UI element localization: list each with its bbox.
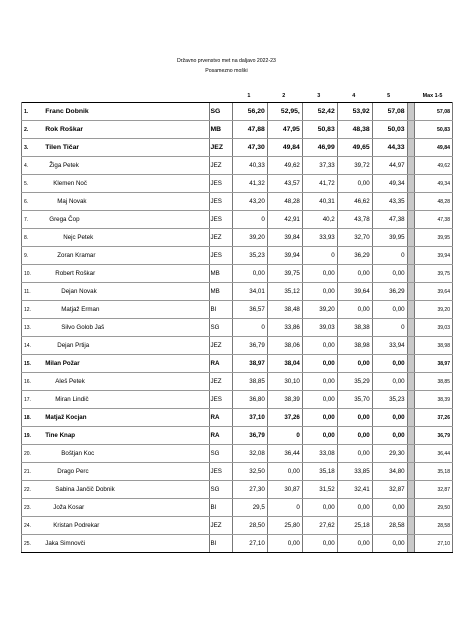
throw-2-cell: 38,48 [267, 301, 302, 319]
throw-4-cell: 35,29 [337, 373, 372, 391]
throw-5-cell: 0 [372, 247, 407, 265]
throw-2-cell: 52,95, [267, 103, 302, 121]
col-throw-1: 1 [247, 93, 251, 99]
throw-2-cell: 30,10 [267, 373, 302, 391]
throw-5-cell: 0,00 [372, 355, 407, 373]
table-row [22, 229, 453, 247]
throw-4-cell: 32,70 [337, 229, 372, 247]
max-cell: 50,83 [415, 121, 453, 139]
gap-cell [407, 211, 415, 229]
table-row [22, 445, 453, 463]
gap-cell [407, 427, 415, 445]
throw-3-cell: 50,83 [302, 121, 337, 139]
table-row [22, 103, 453, 121]
throw-4-cell: 39,72 [337, 157, 372, 175]
gap-cell [407, 175, 415, 193]
max-cell: 35,18 [415, 463, 453, 481]
document-title: Državno prvenstvo met na daljavo 2022-23 [177, 58, 276, 64]
throw-2-cell: 36,44 [267, 445, 302, 463]
throw-5-cell: 44,97 [372, 157, 407, 175]
throw-4-cell: 0,00 [337, 427, 372, 445]
throw-4-cell: 0,00 [337, 535, 372, 553]
throw-3-cell: 0,00 [302, 427, 337, 445]
throw-3-cell: 33,93 [302, 229, 337, 247]
throw-5-cell: 0,00 [372, 499, 407, 517]
throw-5-cell: 0 [372, 319, 407, 337]
throw-3-cell: 0,00 [302, 499, 337, 517]
throw-5-cell: 28,58 [372, 517, 407, 535]
rank-cell: 18. [22, 409, 42, 427]
name-cell: Zoran Kramar [41, 247, 209, 265]
throw-3-cell: 0,00 [302, 337, 337, 355]
throw-1-cell: 35,23 [232, 247, 267, 265]
max-cell: 32,87 [415, 481, 453, 499]
name-cell: Rok Roškar [41, 121, 209, 139]
club-cell: SG [209, 103, 232, 121]
table-row [22, 301, 453, 319]
gap-cell [407, 139, 415, 157]
throw-3-cell: 0,00 [302, 391, 337, 409]
club-cell: BI [209, 535, 232, 553]
rank-cell: 2. [22, 121, 42, 139]
throw-3-cell: 0,00 [302, 283, 337, 301]
club-cell: JES [209, 391, 232, 409]
table-row [22, 481, 453, 499]
club-cell: RA [209, 355, 232, 373]
rank-cell: 7. [22, 211, 42, 229]
gap-cell [407, 373, 415, 391]
col-throw-5: 5 [387, 93, 391, 99]
club-cell: JES [209, 211, 232, 229]
throw-5-cell: 39,95 [372, 229, 407, 247]
club-cell: JEZ [209, 157, 232, 175]
throw-5-cell: 43,35 [372, 193, 407, 211]
gap-cell [407, 301, 415, 319]
throw-4-cell: 0,00 [337, 265, 372, 283]
throw-4-cell: 0,00 [337, 445, 372, 463]
throw-2-cell: 49,84 [267, 139, 302, 157]
throw-3-cell: 35,18 [302, 463, 337, 481]
table-row [22, 355, 453, 373]
throw-5-cell: 57,08 [372, 103, 407, 121]
throw-4-cell: 48,38 [337, 121, 372, 139]
throw-4-cell: 0,00 [337, 301, 372, 319]
max-cell: 29,50 [415, 499, 453, 517]
table-row [22, 517, 453, 535]
throw-2-cell: 39,84 [267, 229, 302, 247]
throw-4-cell: 35,70 [337, 391, 372, 409]
col-throw-4: 4 [352, 93, 356, 99]
max-cell: 39,03 [415, 319, 453, 337]
throw-2-cell: 0,00 [267, 535, 302, 553]
throw-2-cell: 42,91 [267, 211, 302, 229]
throw-3-cell: 40,31 [302, 193, 337, 211]
col-throw-3: 3 [317, 93, 321, 99]
throw-1-cell: 56,20 [232, 103, 267, 121]
throw-1-cell: 47,30 [232, 139, 267, 157]
throw-1-cell: 27,10 [232, 535, 267, 553]
throw-4-cell: 0,00 [337, 409, 372, 427]
gap-cell [407, 229, 415, 247]
club-cell: BI [209, 301, 232, 319]
rank-cell: 9. [22, 247, 42, 265]
name-cell: Sabina Jančič Dobnik [41, 481, 209, 499]
throw-3-cell: 39,03 [302, 319, 337, 337]
name-cell: Drago Perc [41, 463, 209, 481]
name-cell: Franc Dobnik [41, 103, 209, 121]
rank-cell: 3. [22, 139, 42, 157]
rank-cell: 16. [22, 373, 42, 391]
throw-5-cell: 49,34 [372, 175, 407, 193]
throw-3-cell: 40,2 [302, 211, 337, 229]
max-cell: 27,10 [415, 535, 453, 553]
max-cell: 37,26 [415, 409, 453, 427]
rank-cell: 25. [22, 535, 42, 553]
rank-cell: 6. [22, 193, 42, 211]
throw-1-cell: 27,30 [232, 481, 267, 499]
throw-3-cell: 0,00 [302, 355, 337, 373]
name-cell: Dejan Prtija [41, 337, 209, 355]
max-cell: 38,39 [415, 391, 453, 409]
throw-2-cell: 48,28 [267, 193, 302, 211]
name-cell: Boštjan Koc [41, 445, 209, 463]
throw-1-cell: 39,20 [232, 229, 267, 247]
club-cell: JES [209, 175, 232, 193]
document-subtitle: Posamezno moški [205, 68, 248, 74]
throw-5-cell: 0,00 [372, 535, 407, 553]
rank-cell: 15. [22, 355, 42, 373]
throw-5-cell: 34,80 [372, 463, 407, 481]
throw-1-cell: 32,08 [232, 445, 267, 463]
name-cell: Nejc Petek [41, 229, 209, 247]
max-cell: 36,44 [415, 445, 453, 463]
throw-3-cell: 0,00 [302, 535, 337, 553]
max-cell: 39,64 [415, 283, 453, 301]
header-row [22, 90, 453, 103]
throw-5-cell: 0,00 [372, 265, 407, 283]
table-row [22, 319, 453, 337]
max-cell: 49,34 [415, 175, 453, 193]
club-cell: JES [209, 193, 232, 211]
table-row [22, 211, 453, 229]
max-cell: 36,79 [415, 427, 453, 445]
throw-1-cell: 43,20 [232, 193, 267, 211]
gap-cell [407, 535, 415, 553]
club-cell: JES [209, 463, 232, 481]
table-row [22, 247, 453, 265]
club-cell: RA [209, 427, 232, 445]
throw-3-cell: 33,08 [302, 445, 337, 463]
throw-3-cell: 46,99 [302, 139, 337, 157]
throw-1-cell: 28,50 [232, 517, 267, 535]
rank-cell: 13. [22, 319, 42, 337]
rank-cell: 12. [22, 301, 42, 319]
throw-1-cell: 37,10 [232, 409, 267, 427]
name-cell: Matjaž Erman [41, 301, 209, 319]
throw-4-cell: 36,29 [337, 247, 372, 265]
name-cell: Grega Čop [41, 211, 209, 229]
throw-1-cell: 47,88 [232, 121, 267, 139]
max-cell: 49,62 [415, 157, 453, 175]
throw-2-cell: 37,26 [267, 409, 302, 427]
throw-1-cell: 0,00 [232, 265, 267, 283]
gap-cell [407, 463, 415, 481]
name-cell: Žiga Petek [41, 157, 209, 175]
throw-3-cell: 0,00 [302, 373, 337, 391]
gap-cell [407, 481, 415, 499]
table-row [22, 283, 453, 301]
rank-cell: 21. [22, 463, 42, 481]
club-cell: MB [209, 283, 232, 301]
throw-2-cell: 35,12 [267, 283, 302, 301]
throw-2-cell: 39,75 [267, 265, 302, 283]
throw-2-cell: 38,06 [267, 337, 302, 355]
throw-1-cell: 38,85 [232, 373, 267, 391]
throw-3-cell: 27,62 [302, 517, 337, 535]
table-row [22, 337, 453, 355]
throw-3-cell: 37,33 [302, 157, 337, 175]
throw-2-cell: 0 [267, 427, 302, 445]
name-cell: Jaka Simnovči [41, 535, 209, 553]
rank-cell: 11. [22, 283, 42, 301]
throw-4-cell: 38,98 [337, 337, 372, 355]
throw-4-cell: 0,00 [337, 175, 372, 193]
max-cell: 47,38 [415, 211, 453, 229]
gap-cell [407, 355, 415, 373]
throw-4-cell: 38,38 [337, 319, 372, 337]
throw-4-cell: 33,85 [337, 463, 372, 481]
throw-3-cell: 41,72 [302, 175, 337, 193]
throw-2-cell: 30,87 [267, 481, 302, 499]
throw-2-cell: 38,39 [267, 391, 302, 409]
throw-3-cell: 39,20 [302, 301, 337, 319]
club-cell: SG [209, 481, 232, 499]
gap-cell [407, 121, 415, 139]
rank-cell: 24. [22, 517, 42, 535]
throw-2-cell: 47,95 [267, 121, 302, 139]
throw-1-cell: 36,80 [232, 391, 267, 409]
throw-4-cell: 53,92 [337, 103, 372, 121]
throw-3-cell: 52,42 [302, 103, 337, 121]
name-cell: Joža Kosar [41, 499, 209, 517]
max-cell: 49,84 [415, 139, 453, 157]
gap-cell [407, 517, 415, 535]
throw-1-cell: 0 [232, 319, 267, 337]
name-cell: Milan Požar [41, 355, 209, 373]
table-row [22, 373, 453, 391]
throw-1-cell: 41,32 [232, 175, 267, 193]
table-row [22, 427, 453, 445]
name-cell: Aleš Petek [41, 373, 209, 391]
table-row [22, 157, 453, 175]
name-cell: Kristan Podrekar [41, 517, 209, 535]
throw-5-cell: 0,00 [372, 373, 407, 391]
throw-1-cell: 0 [232, 211, 267, 229]
gap-cell [407, 265, 415, 283]
name-cell: Silvo Golob Jaš [41, 319, 209, 337]
rank-cell: 19. [22, 427, 42, 445]
name-cell: Robert Roškar [41, 265, 209, 283]
max-cell: 57,08 [415, 103, 453, 121]
throw-1-cell: 34,01 [232, 283, 267, 301]
table-row [22, 409, 453, 427]
gap-cell [407, 319, 415, 337]
table-row [22, 499, 453, 517]
club-cell: SG [209, 445, 232, 463]
throw-5-cell: 50,03 [372, 121, 407, 139]
throw-3-cell: 0,00 [302, 409, 337, 427]
throw-1-cell: 36,79 [232, 427, 267, 445]
gap-cell [407, 157, 415, 175]
name-cell: Tine Knap [41, 427, 209, 445]
gap-cell [407, 499, 415, 517]
col-max: Max 1-5 [422, 93, 443, 99]
throw-3-cell: 0 [302, 247, 337, 265]
throw-5-cell: 47,38 [372, 211, 407, 229]
club-cell: RA [209, 409, 232, 427]
throw-2-cell: 43,57 [267, 175, 302, 193]
throw-4-cell: 43,78 [337, 211, 372, 229]
throw-5-cell: 29,30 [372, 445, 407, 463]
throw-1-cell: 29,5 [232, 499, 267, 517]
club-cell: JEZ [209, 517, 232, 535]
name-cell: Miran Lindič [41, 391, 209, 409]
name-cell: Klemen Noč [41, 175, 209, 193]
table-row [22, 193, 453, 211]
throw-1-cell: 36,57 [232, 301, 267, 319]
rank-cell: 4. [22, 157, 42, 175]
rank-cell: 5. [22, 175, 42, 193]
club-cell: MB [209, 121, 232, 139]
rank-cell: 23. [22, 499, 42, 517]
throw-4-cell: 49,65 [337, 139, 372, 157]
throw-5-cell: 35,23 [372, 391, 407, 409]
throw-5-cell: 36,29 [372, 283, 407, 301]
rank-cell: 1. [22, 103, 42, 121]
table-row [22, 391, 453, 409]
throw-5-cell: 44,33 [372, 139, 407, 157]
gap-cell [407, 283, 415, 301]
rank-cell: 20. [22, 445, 42, 463]
max-cell: 38,85 [415, 373, 453, 391]
table-row [22, 175, 453, 193]
table-row [22, 265, 453, 283]
throw-2-cell: 49,62 [267, 157, 302, 175]
name-cell: Tilen Tičar [41, 139, 209, 157]
table-row [22, 535, 453, 553]
gap-cell [407, 103, 415, 121]
max-cell: 39,94 [415, 247, 453, 265]
club-cell: JES [209, 247, 232, 265]
throw-2-cell: 0 [267, 499, 302, 517]
name-cell: Maj Novak [41, 193, 209, 211]
throw-1-cell: 32,50 [232, 463, 267, 481]
gap-cell [407, 391, 415, 409]
max-cell: 48,28 [415, 193, 453, 211]
max-cell: 39,75 [415, 265, 453, 283]
rank-cell: 8. [22, 229, 42, 247]
throw-2-cell: 25,80 [267, 517, 302, 535]
throw-5-cell: 0,00 [372, 301, 407, 319]
gap-cell [407, 337, 415, 355]
throw-3-cell: 0,00 [302, 265, 337, 283]
name-cell: Dejan Novak [41, 283, 209, 301]
throw-1-cell: 36,79 [232, 337, 267, 355]
gap-cell [407, 247, 415, 265]
throw-2-cell: 33,86 [267, 319, 302, 337]
table-row [22, 121, 453, 139]
throw-2-cell: 39,94 [267, 247, 302, 265]
max-cell: 38,98 [415, 337, 453, 355]
throw-4-cell: 46,62 [337, 193, 372, 211]
throw-4-cell: 0,00 [337, 499, 372, 517]
gap-cell [407, 193, 415, 211]
throw-1-cell: 38,97 [232, 355, 267, 373]
max-cell: 38,97 [415, 355, 453, 373]
results-table [21, 90, 453, 553]
rank-cell: 22. [22, 481, 42, 499]
throw-5-cell: 33,94 [372, 337, 407, 355]
club-cell: JEZ [209, 139, 232, 157]
name-cell: Matjaž Kocjan [41, 409, 209, 427]
club-cell: JEZ [209, 337, 232, 355]
club-cell: JEZ [209, 373, 232, 391]
club-cell: MB [209, 265, 232, 283]
max-cell: 39,95 [415, 229, 453, 247]
gap-cell [407, 445, 415, 463]
club-cell: JEZ [209, 229, 232, 247]
throw-5-cell: 0,00 [372, 427, 407, 445]
rank-cell: 14. [22, 337, 42, 355]
throw-5-cell: 32,87 [372, 481, 407, 499]
table-row [22, 139, 453, 157]
rank-cell: 10. [22, 265, 42, 283]
throw-5-cell: 0,00 [372, 409, 407, 427]
gap-cell [407, 409, 415, 427]
rank-cell: 17. [22, 391, 42, 409]
throw-2-cell: 38,04 [267, 355, 302, 373]
club-cell: SG [209, 319, 232, 337]
max-cell: 39,20 [415, 301, 453, 319]
throw-4-cell: 25,18 [337, 517, 372, 535]
throw-1-cell: 40,33 [232, 157, 267, 175]
throw-3-cell: 31,52 [302, 481, 337, 499]
throw-4-cell: 32,41 [337, 481, 372, 499]
table-row [22, 463, 453, 481]
max-cell: 28,58 [415, 517, 453, 535]
throw-2-cell: 0,00 [267, 463, 302, 481]
throw-4-cell: 39,64 [337, 283, 372, 301]
col-throw-2: 2 [282, 93, 286, 99]
throw-4-cell: 0,00 [337, 355, 372, 373]
club-cell: BI [209, 499, 232, 517]
